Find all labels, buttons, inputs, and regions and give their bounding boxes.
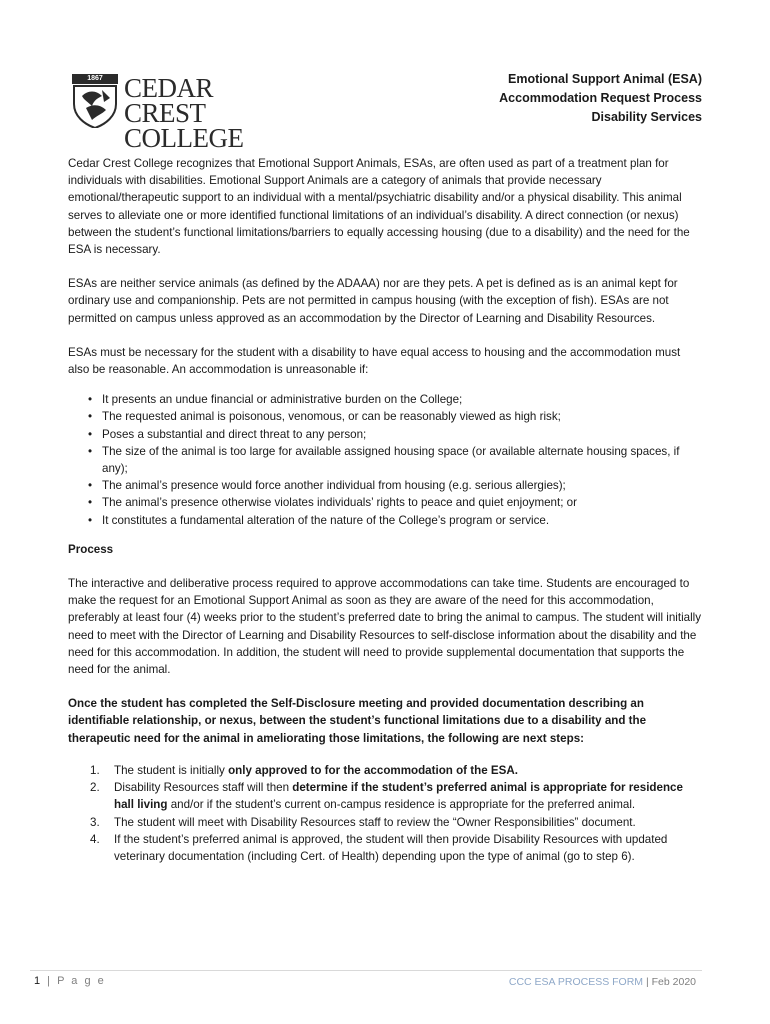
list-item: • The size of the animal is too large for available assigned housing space (or available alternate housing spaces, if any);: [102, 443, 702, 477]
list-item: [90, 762, 702, 779]
header-department: Disability Services: [591, 110, 702, 124]
step-number: 1.: [90, 763, 100, 777]
step-text: The student will meet with Disability Resources staff to review the “Owner Responsibilities” document.: [114, 815, 636, 829]
step-number: 2.: [90, 781, 100, 795]
document-body: [68, 155, 702, 865]
step-text: Disability Resources staff will then: [114, 781, 293, 795]
form-name: CCC ESA PROCESS FORM: [508, 976, 644, 988]
list-item: • Poses a substantial and direct threat to any person;: [102, 426, 702, 443]
intro-paragraph: Cedar Crest College recognizes that Emotional Support Animals, ESAs, are often used as part of a treatment plan for individuals with disabilities. Emotional Support Animals are a category of animals that provide necessary emotional/therapeutic support to an individual with a mental/psychiatric disability and/or a physical disability. This animal serves to alleviate one or more identified functional limitations of an individual’s disability. A direct connection (or nexus) between the student’s functional limitations/barriers to equally accessing housing (due to a disability) and the need for the ESA is necessary.: [68, 157, 690, 257]
step-text-tail: and/or if the student’s current on-campus residence is appropriate for the preferred animal.: [167, 798, 636, 812]
reasonable-paragraph: ESAs must be necessary for the student with a disability to have equal access to housing and the accommodation must also be reasonable. An accommodation is unreasonable if:: [68, 345, 681, 377]
page-number-value: 1: [34, 975, 43, 987]
form-date: | Feb 2020: [643, 976, 696, 988]
page-number: [34, 975, 106, 987]
college-logo: [72, 73, 292, 153]
step-text-bold: determine if the student’s preferred animal is appropriate for residence hall living: [114, 781, 683, 812]
step-text: The student is initially: [114, 763, 229, 777]
list-item: • It constitutes a fundamental alteration of the nature of the College’s program or service.: [102, 512, 702, 529]
list-item: • It presents an undue financial or administrative burden on the College;: [102, 391, 702, 408]
next-steps-list: [68, 762, 702, 865]
document-header: [499, 70, 702, 127]
header-title: Emotional Support Animal (ESA): [508, 72, 702, 86]
list-item: • The requested animal is poisonous, venomous, or can be reasonably viewed as high risk;: [102, 408, 702, 425]
step-text: If the student’s preferred animal is approved, the student will then provide Disability Resources with updated veterinary documentation (including Cert. of Health) depending upon the type of animal (go to step 6).: [114, 832, 668, 863]
list-item: • The animal’s presence otherwise violates individuals’ rights to peace and quiet enjoyment; or: [102, 494, 702, 511]
list-item: [90, 779, 702, 813]
footer-divider: [30, 970, 702, 971]
logo-line-1: CEDAR CREST: [124, 73, 214, 128]
process-heading: Process: [68, 542, 114, 556]
logo-year: 1867: [87, 75, 103, 82]
definition-paragraph: ESAs are neither service animals (as defined by the ADAAA) nor are they pets. A pet is defined as is an animal kept for ordinary use and companionship. Pets are not permitted in campus housing (with the exception of fish). ESAs are not permitted on campus unless approved as an accommodation by the Director of Learning and Disability Resources.: [68, 277, 678, 325]
list-item: [90, 814, 702, 831]
unreasonable-criteria-list: [68, 391, 702, 529]
next-steps-paragraph: Once the student has completed the Self-Disclosure meeting and provided documentation describing an identifiable relationship, or nexus, between the student’s functional limitations due to a disability and the therapeutic need for the animal in ameliorating those limitations, the following are next steps:: [68, 697, 647, 745]
step-number: 3.: [90, 815, 100, 829]
logo-wordmark: [124, 73, 292, 153]
process-paragraph: The interactive and deliberative process required to approve accommodations can take time. Students are encouraged to make the request for an Emotional Support Animal as soon as they are aware of the need for this accommodation, preferably at least four (4) weeks prior to the student’s preferred date to bring the animal to campus. The student will initially need to meet with the Director of Learning and Disability Resources to self-disclose information about the disability and the need for this accommodation. In addition, the student will need to provide supplemental documentation that supports the need for the animal.: [68, 577, 702, 677]
form-footer: [509, 976, 696, 988]
step-number: 4.: [90, 832, 100, 846]
step-text-bold: only approved to for the accommodation of the ESA.: [228, 763, 518, 777]
logo-line-2: COLLEGE: [124, 123, 244, 153]
page-label: | P a g e: [42, 975, 106, 987]
list-item: • The animal’s presence would force another individual from housing (e.g. serious allergies);: [102, 477, 702, 494]
list-item: [90, 831, 702, 865]
header-subtitle: Accommodation Request Process: [499, 91, 702, 105]
